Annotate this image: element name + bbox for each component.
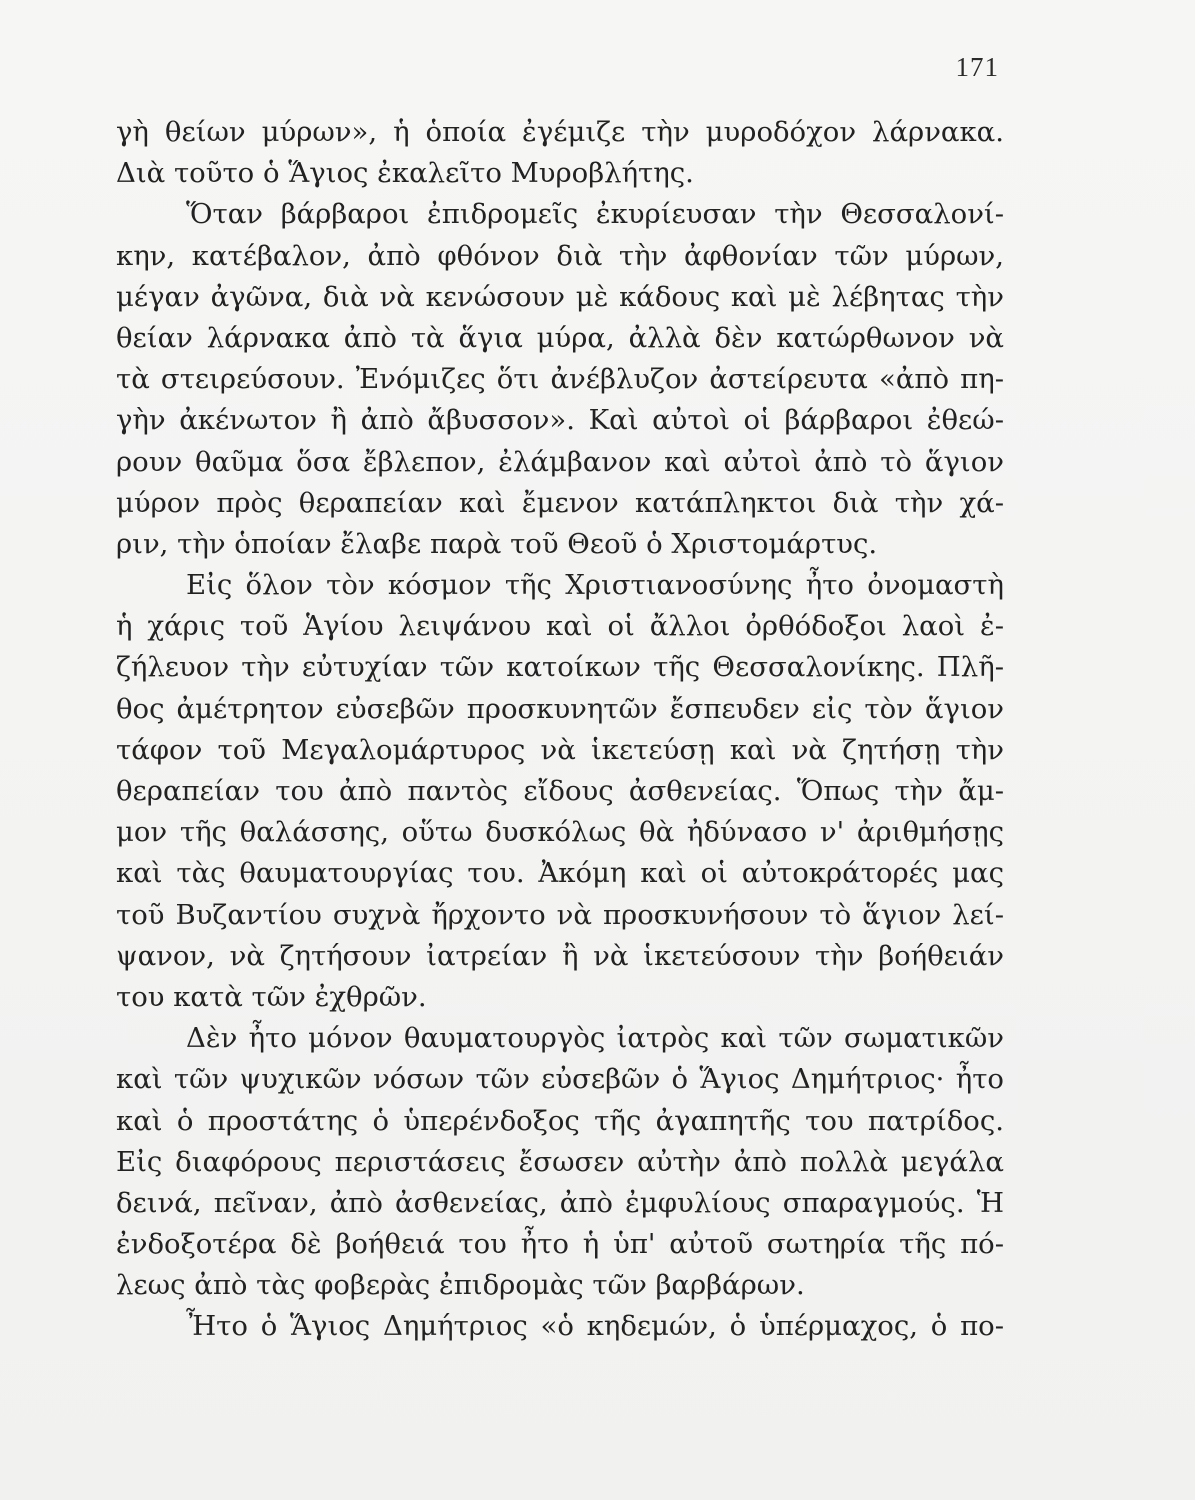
text-line: Εἰς ὅλον τὸν κόσμον τῆς Χριστιανοσύνης ἦτο ὀνομαστὴ — [186, 569, 1004, 602]
text-line: καὶ ὁ προστάτης ὁ ὑπερένδοξος τῆς ἀγαπητῆς του πατρίδος. — [116, 1104, 1004, 1137]
text-line: ἡ χάρις τοῦ Ἁγίου λειψάνου καὶ οἱ ἄλλοι ὀρθόδοξοι λαοὶ ἐ- — [116, 610, 1004, 643]
text-line: ρουν θαῦμα ὅσα ἔβλεπον, ἐλάμβανον καὶ αὐτοὶ ἀπὸ τὸ ἅγιον — [116, 445, 1004, 478]
text-line: θος ἀμέτρητον εὐσεβῶν προσκυνητῶν ἔσπευδεν εἰς τὸν ἅγιον — [116, 692, 1004, 725]
text-line: Δὲν ἦτο μόνον θαυματουργὸς ἰατρὸς καὶ τῶν σωματικῶν — [186, 1022, 1004, 1055]
text-line: Ἦτο ὁ Ἅγιος Δημήτριος «ὁ κηδεμών, ὁ ὑπέρμαχος, ὁ πο- — [186, 1310, 1004, 1343]
text-line: μον τῆς θαλάσσης, οὕτω δυσκόλως θὰ ἠδύνασο ν' ἀριθμήσῃς — [116, 816, 1004, 849]
text-line: Ὅταν βάρβαροι ἐπιδρομεῖς ἐκυρίευσαν τὴν Θεσσαλονί- — [186, 198, 1004, 231]
text-line: ἐνδοξοτέρα δὲ βοήθειά του ἦτο ἡ ὑπ' αὐτοῦ σωτηρία τῆς πό- — [116, 1228, 1004, 1261]
text-line: τάφον τοῦ Μεγαλομάρτυρος νὰ ἱκετεύσῃ καὶ νὰ ζητήσῃ τὴν — [116, 733, 1004, 766]
page-number: 171 — [955, 52, 999, 82]
text-line: του κατὰ τῶν ἐχθρῶν. — [116, 980, 427, 1013]
text-line: καὶ τῶν ψυχικῶν νόσων τῶν εὐσεβῶν ὁ Ἅγιος Δημήτριος· ἦτο — [116, 1063, 1004, 1096]
text-line: θείαν λάρνακα ἀπὸ τὰ ἅγια μύρα, ἀλλὰ δὲν κατώρθωνον νὰ — [116, 321, 1004, 354]
text-line: Διὰ τοῦτο ὁ Ἅγιος ἐκαλεῖτο Μυροβλήτης. — [116, 157, 694, 190]
text-line: μέγαν ἀγῶνα, διὰ νὰ κενώσουν μὲ κάδους καὶ μὲ λέβητας τὴν — [116, 280, 1004, 313]
text-line: ψανον, νὰ ζητήσουν ἰατρείαν ἢ νὰ ἱκετεύσουν τὴν βοήθειάν — [116, 939, 1004, 972]
text-line: μύρον πρὸς θεραπείαν καὶ ἔμενον κατάπληκτοι διὰ τὴν χά- — [116, 486, 1004, 519]
text-line: γὴν ἀκένωτον ἢ ἀπὸ ἄβυσσον». Καὶ αὐτοὶ οἱ βάρβαροι ἐθεώ- — [116, 404, 1004, 437]
text-line: θεραπείαν του ἀπὸ παντὸς εἴδους ἀσθενείας. Ὅπως τὴν ἄμ- — [116, 775, 1004, 807]
text-line: γὴ θείων μύρων», ἡ ὁποία ἐγέμιζε τὴν μυροδόχον λάρνακα. — [116, 116, 1004, 148]
text-line: τὰ στειρεύσουν. Ἐνόμιζες ὅτι ἀνέβλυζον ἀστείρευτα «ἀπὸ πη- — [116, 363, 1004, 396]
text-line: Εἰς διαφόρους περιστάσεις ἔσωσεν αὐτὴν ἀπὸ πολλὰ μεγάλα — [116, 1145, 1004, 1178]
text-line: ριν, τὴν ὁποίαν ἔλαβε παρὰ τοῦ Θεοῦ ὁ Χριστομάρτυς. — [116, 527, 878, 560]
text-line: κην, κατέβαλον, ἀπὸ φθόνον διὰ τὴν ἀφθονίαν τῶν μύρων, — [116, 239, 1004, 272]
body-text — [116, 112, 1004, 1348]
text-line: λεως ἀπὸ τὰς φοβερὰς ἐπιδρομὰς τῶν βαρβάρων. — [116, 1269, 805, 1302]
text-line: τοῦ Βυζαντίου συχνὰ ἤρχοντο νὰ προσκυνήσουν τὸ ἅγιον λεί- — [116, 898, 1004, 931]
text-line: ζήλευον τὴν εὐτυχίαν τῶν κατοίκων τῆς Θεσσαλονίκης. Πλῆ- — [116, 651, 1004, 684]
text-line: δεινά, πεῖναν, ἀπὸ ἀσθενείας, ἀπὸ ἐμφυλίους σπαραγμούς. Ἡ — [116, 1186, 1004, 1219]
text-line: καὶ τὰς θαυματουργίας του. Ἀκόμη καὶ οἱ αὐτοκράτορές μας — [116, 857, 1004, 890]
